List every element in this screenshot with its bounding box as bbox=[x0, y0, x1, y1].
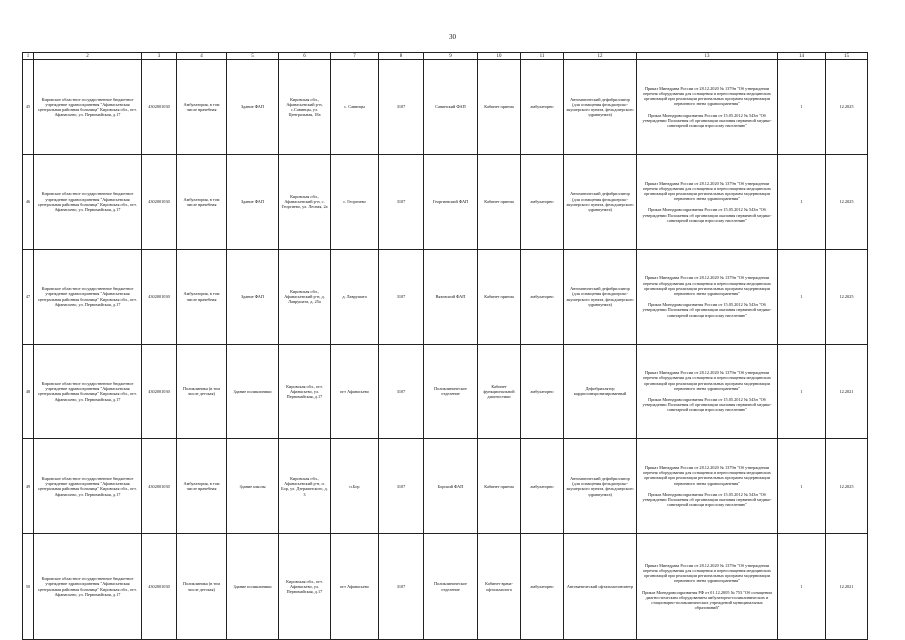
column-number: 6 bbox=[279, 53, 331, 60]
okato-cell: 3107 bbox=[379, 534, 424, 640]
care-condition-cell: амбулаторно bbox=[521, 534, 564, 640]
equipment-cell: Автоматический офтальмотонометр bbox=[564, 534, 637, 640]
facility-type-cell: Амбулатория, в том числе врачебная bbox=[177, 249, 227, 344]
organization-cell: Кировское областное государственное бюджетное учреждение здравоохранения "Афанасьевская центральная районная больница" Кировская обл., пгт. Афанасьево, ул. Первомайская, д.17 bbox=[34, 439, 142, 534]
quantity-cell: 1 bbox=[778, 344, 826, 439]
quantity-cell: 1 bbox=[778, 154, 826, 249]
care-condition-cell: амбулаторно bbox=[521, 60, 564, 155]
locality-cell: д. Лаврушата bbox=[331, 249, 379, 344]
building-cell: Здание ФАП bbox=[227, 60, 279, 155]
table-row bbox=[23, 60, 868, 155]
equipment-cell: Автоматический дефибриллятор (для оснащения фельдшерско-акушерского пункта, фельдшерского здравпункта) bbox=[564, 439, 637, 534]
locality-cell: с. Савинцы bbox=[331, 60, 379, 155]
room-cell: Кабинет приема bbox=[478, 249, 521, 344]
column-number: 1 bbox=[23, 53, 34, 60]
row-number: 46 bbox=[23, 154, 34, 249]
regulation-cell bbox=[637, 344, 778, 439]
table-row bbox=[23, 534, 868, 640]
row-number: 47 bbox=[23, 249, 34, 344]
row-number: 45 bbox=[23, 60, 34, 155]
unit-cell: Георгиевский ФАП bbox=[424, 154, 478, 249]
care-condition-cell: амбулаторно bbox=[521, 344, 564, 439]
address-cell: Кировская обл., Афанасьевский р-н, с. Георгиево, ул. Лесная, 2а bbox=[279, 154, 331, 249]
regulation-text: Приказ Минздрава России от 28.12.2020 № 1379н "Об утверждении перечня оборудования для оснащения и переоснащения медицинских организаций при реализации региональных программ модернизации первичного звена здравоохранения" bbox=[643, 180, 771, 202]
address-cell: Кировская обл., Афанасьевский р-н, п. Бор, ул. Дзержинского, д. 3 bbox=[279, 439, 331, 534]
table-row bbox=[23, 344, 868, 439]
okato-cell: 3107 bbox=[379, 439, 424, 534]
equipment-cell: Дефибриллятор кардиосинхронизированный bbox=[564, 344, 637, 439]
room-cell: Кабинет приема bbox=[478, 60, 521, 155]
address-cell: Кировская обл., Афанасьевский р-н, д. Лаврушата, д. 25а bbox=[279, 249, 331, 344]
column-number-row bbox=[23, 53, 868, 60]
column-number: 10 bbox=[478, 53, 521, 60]
care-condition-cell: амбулаторно bbox=[521, 154, 564, 249]
room-cell: Кабинет приема bbox=[478, 154, 521, 249]
regulation-text: Приказ Минздрава России от 28.12.2020 № 1379н "Об утверждении перечня оборудования для оснащения и переоснащения медицинских организаций при реализации региональных программ модернизации первичного звена здравоохранения" bbox=[643, 275, 771, 296]
regulation-text: Приказ Минздравсоцразвития России от 15.05.2012 № 543н "Об утверждении Положения об организации оказания первичной медико-санитарной помощи взрослому населению" bbox=[642, 112, 772, 128]
column-number: 9 bbox=[424, 53, 478, 60]
row-number: 49 bbox=[23, 439, 34, 534]
regulation-cell bbox=[637, 249, 778, 344]
facility-type-cell: Амбулатория, в том числе врачебная bbox=[177, 154, 227, 249]
table-row bbox=[23, 154, 868, 249]
column-number: 11 bbox=[521, 53, 564, 60]
unit-cell: Вязовский ФАП bbox=[424, 249, 478, 344]
column-number: 12 bbox=[564, 53, 637, 60]
date-cell: 12.2025 bbox=[826, 154, 868, 249]
unit-cell: Борский ФАП bbox=[424, 439, 478, 534]
room-cell: Кабинет приема bbox=[478, 439, 521, 534]
date-cell: 12.2025 bbox=[826, 249, 868, 344]
column-number: 14 bbox=[778, 53, 826, 60]
regulation-cell bbox=[637, 534, 778, 640]
equipment-cell: Автоматический дефибриллятор (для оснащения фельдшерско-акушерского пункта, фельдшерского здравпункта) bbox=[564, 249, 637, 344]
regulation-cell bbox=[637, 154, 778, 249]
date-cell: 12.2025 bbox=[826, 60, 868, 155]
facility-type-cell: Поликлиника (в том числе детская) bbox=[177, 344, 227, 439]
column-number: 4 bbox=[177, 53, 227, 60]
equipment-cell: Автоматический дефибриллятор (для оснащения фельдшерско-акушерского пункта, фельдшерского здравпункта) bbox=[564, 60, 637, 155]
address-cell: Кировская обл., пгт. Афанасьево, ул. Первомайская, д.17 bbox=[279, 534, 331, 640]
row-number: 48 bbox=[23, 344, 34, 439]
column-number: 15 bbox=[826, 53, 868, 60]
regulation-text: Приказ Минздрава России от 28.12.2020 № 1379н "Об утверждении перечня оборудования для оснащения и переоснащения медицинских организаций при реализации региональных программ модернизации первичного звена здравоохранения" bbox=[643, 562, 771, 584]
care-condition-cell: амбулаторно bbox=[521, 439, 564, 534]
facility-type-cell: Амбулатория, в том числе врачебная bbox=[177, 60, 227, 155]
building-cell: Здание ФАП bbox=[227, 249, 279, 344]
equipment-register-table bbox=[22, 52, 868, 640]
unit-cell: Поликлиническое отделение bbox=[424, 534, 478, 640]
organization-cell: Кировское областное государственное бюджетное учреждение здравоохранения "Афанасьевская центральная районная больница" Кировская обл., пгт. Афанасьево, ул. Первомайская, д.17 bbox=[34, 344, 142, 439]
regulation-text: Приказ Минздрава России от 28.12.2020 № 1379н "Об утверждении перечня оборудования для оснащения и переоснащения медицинских организаций при реализации региональных программ модернизации первичного звена здравоохранения" bbox=[643, 370, 771, 391]
quantity-cell: 1 bbox=[778, 534, 826, 640]
room-cell: Кабинет врача-офтальмолога bbox=[478, 534, 521, 640]
okato-cell: 3107 bbox=[379, 344, 424, 439]
date-cell: 12.2021 bbox=[826, 344, 868, 439]
regulation-cell bbox=[637, 439, 778, 534]
organization-cell: Кировское областное государственное бюджетное учреждение здравоохранения "Афанасьевская центральная районная больница" Кировская обл., пгт. Афанасьево, ул. Первомайская, д.17 bbox=[34, 249, 142, 344]
code-cell: 4302001030 bbox=[142, 344, 177, 439]
column-number: 13 bbox=[637, 53, 778, 60]
column-number: 3 bbox=[142, 53, 177, 60]
okato-cell: 3107 bbox=[379, 154, 424, 249]
regulation-text: Приказ Минздравсоцразвития РФ от 01.12.2005 № 753 "Об оснащении диагностическим оборудованием амбулаторно-поликлинических и стационарно-поликлинических учреждений муниципальных образований" bbox=[642, 589, 772, 611]
code-cell: 4302001030 bbox=[142, 249, 177, 344]
quantity-cell: 1 bbox=[778, 439, 826, 534]
table-row bbox=[23, 249, 868, 344]
regulation-text: Приказ Минздравсоцразвития России от 15.05.2012 № 543н "Об утверждении Положения об организации оказания первичной медико-санитарной помощи взрослому населению" bbox=[642, 302, 772, 318]
okato-cell: 3107 bbox=[379, 60, 424, 155]
address-cell: Кировская обл., Афанасьевский р-н, с.Савинцы, ул. Центральная, 18а bbox=[279, 60, 331, 155]
room-cell: Кабинет функциональной диагностики bbox=[478, 344, 521, 439]
facility-type-cell: Амбулатория, в том числе врачебная bbox=[177, 439, 227, 534]
regulation-text: Приказ Минздравсоцразвития России от 15.05.2012 № 543н "Об утверждении Положения об организации оказания первичной медико-санитарной помощи взрослому населению" bbox=[642, 491, 772, 508]
date-cell: 12.2021 bbox=[826, 534, 868, 640]
building-cell: Здание школы bbox=[227, 439, 279, 534]
quantity-cell: 1 bbox=[778, 60, 826, 155]
okato-cell: 3107 bbox=[379, 249, 424, 344]
regulation-text: Приказ Минздравсоцразвития России от 15.05.2012 № 543н "Об утверждении Положения об организации оказания первичной медико-санитарной помощи взрослому населению" bbox=[642, 397, 772, 413]
building-cell: Здание поликлиники bbox=[227, 534, 279, 640]
locality-cell: п.Бор bbox=[331, 439, 379, 534]
table-row bbox=[23, 439, 868, 534]
code-cell: 4302001030 bbox=[142, 60, 177, 155]
locality-cell: пгт Афанасьево bbox=[331, 534, 379, 640]
address-cell: Кировская обл., пгт. Афанасьево, ул. Первомайская, д.17 bbox=[279, 344, 331, 439]
building-cell: Здание поликлиники bbox=[227, 344, 279, 439]
regulation-text: Приказ Минздравсоцразвития России от 15.05.2012 № 543н "Об утверждении Положения об организации оказания первичной медико-санитарной помощи взрослому населению" bbox=[642, 207, 772, 223]
regulation-cell bbox=[637, 60, 778, 155]
locality-cell: с. Георгиево bbox=[331, 154, 379, 249]
column-number: 5 bbox=[227, 53, 279, 60]
code-cell: 4302001030 bbox=[142, 534, 177, 640]
facility-type-cell: Поликлиника (в том числе детская) bbox=[177, 534, 227, 640]
column-number: 7 bbox=[331, 53, 379, 60]
locality-cell: пгт Афанасьево bbox=[331, 344, 379, 439]
organization-cell: Кировское областное государственное бюджетное учреждение здравоохранения "Афанасьевская центральная районная больница" Кировская обл., пгт. Афанасьево, ул. Первомайская, д.17 bbox=[34, 534, 142, 640]
unit-cell: Савинский ФАП bbox=[424, 60, 478, 155]
organization-cell: Кировское областное государственное бюджетное учреждение здравоохранения "Афанасьевская центральная районная больница" Кировская обл., пгт. Афанасьево, ул. Первомайская, д.17 bbox=[34, 60, 142, 155]
column-number: 8 bbox=[379, 53, 424, 60]
regulation-text: Приказ Минздрава России от 28.12.2020 № 1379н "Об утверждении перечня оборудования для оснащения и переоснащения медицинских организаций при реализации региональных программ модернизации первичного звена здравоохранения" bbox=[643, 465, 771, 486]
care-condition-cell: амбулаторно bbox=[521, 249, 564, 344]
organization-cell: Кировское областное государственное бюджетное учреждение здравоохранения "Афанасьевская центральная районная больница" Кировская обл., пгт. Афанасьево, ул. Первомайская, д.17 bbox=[34, 154, 142, 249]
unit-cell: Поликлиническое отделение bbox=[424, 344, 478, 439]
row-number: 50 bbox=[23, 534, 34, 640]
quantity-cell: 1 bbox=[778, 249, 826, 344]
building-cell: Здание ФАП bbox=[227, 154, 279, 249]
regulation-text: Приказ Минздрава России от 28.12.2020 № 1379н "Об утверждении перечня оборудования для оснащения и переоснащения медицинских организаций при реализации региональных программ модернизации первичного звена здравоохранения" bbox=[643, 85, 771, 107]
code-cell: 4302001030 bbox=[142, 439, 177, 534]
column-number: 2 bbox=[34, 53, 142, 60]
page-number: 30 bbox=[449, 33, 456, 41]
equipment-cell: Автоматический дефибриллятор (для оснащения фельдшерско-акушерского пункта, фельдшерского здравпункта) bbox=[564, 154, 637, 249]
code-cell: 4302001030 bbox=[142, 154, 177, 249]
date-cell: 12.2025 bbox=[826, 439, 868, 534]
